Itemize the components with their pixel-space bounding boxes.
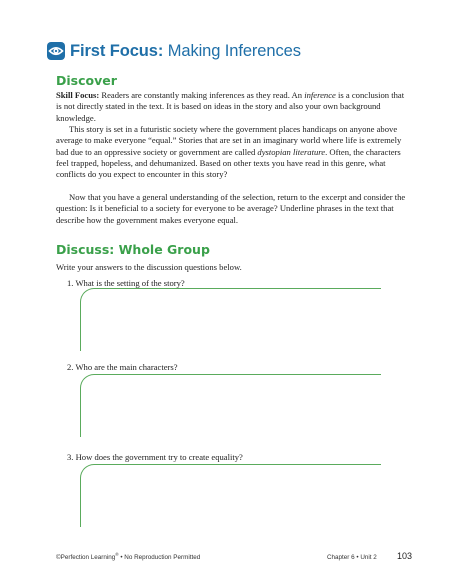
p1-text-b: is a conclusion that is not directly stated in the text. It is based on ideas in the story and also your own background knowledge. bbox=[56, 90, 405, 123]
discuss-intro: Write your answers to the discussion questions below. bbox=[56, 262, 242, 272]
eye-icon bbox=[47, 42, 65, 60]
footer-copyright bbox=[56, 551, 201, 561]
discover-heading: Discover bbox=[56, 73, 117, 88]
question-1: 1. What is the setting of the story? bbox=[67, 278, 185, 288]
p2-text-a: This story is set in a futuristic society where the government places handicaps on anyone above average to make everyone “equal.” Stories that are set in an imaginary world where life is extremely bad due to an oppressive society or government are called bbox=[56, 124, 402, 157]
answer-box-3[interactable] bbox=[80, 464, 381, 527]
p2-emphasis: dystopian literature bbox=[257, 146, 326, 157]
skill-focus-label: Skill Focus: bbox=[56, 90, 100, 100]
footer-chapter: Chapter 6 • Unit 2 bbox=[327, 554, 377, 561]
copyright-text: ©Perfection Learning bbox=[56, 554, 116, 561]
answer-box-2[interactable] bbox=[80, 374, 381, 437]
question-3: 3. How does the government try to create equality? bbox=[67, 452, 243, 462]
setting-paragraph bbox=[56, 124, 408, 180]
p1-emphasis: inference bbox=[304, 90, 336, 100]
page-number: 103 bbox=[397, 551, 413, 561]
skill-focus-paragraph bbox=[56, 90, 408, 124]
page-title bbox=[47, 40, 301, 62]
question-2: 2. Who are the main characters? bbox=[67, 362, 178, 372]
p1-text-a: Readers are constantly making inferences as they read. An bbox=[99, 90, 305, 100]
instruction-paragraph: Now that you have a general understanding of the selection, return to the excerpt and consider the question: Is it beneficial to a society for everyone to be average? Underline phrases in the text that describe how the government makes everyone equal. bbox=[56, 192, 406, 225]
answer-box-1[interactable] bbox=[80, 288, 381, 351]
p2-text-b: . Often, the characters feel trapped, hopeless, and dehumanized. Based on other texts you have read in this genre, what conflicts do you expect to encounter in this story? bbox=[56, 146, 401, 179]
title-rest: Making Inferences bbox=[163, 41, 301, 60]
registered-mark: ® bbox=[115, 551, 119, 557]
discuss-heading: Discuss: Whole Group bbox=[56, 242, 210, 257]
title-text bbox=[70, 42, 301, 61]
rights-text: • No Reproduction Permitted bbox=[118, 554, 201, 561]
title-bold: First Focus: bbox=[70, 41, 164, 60]
